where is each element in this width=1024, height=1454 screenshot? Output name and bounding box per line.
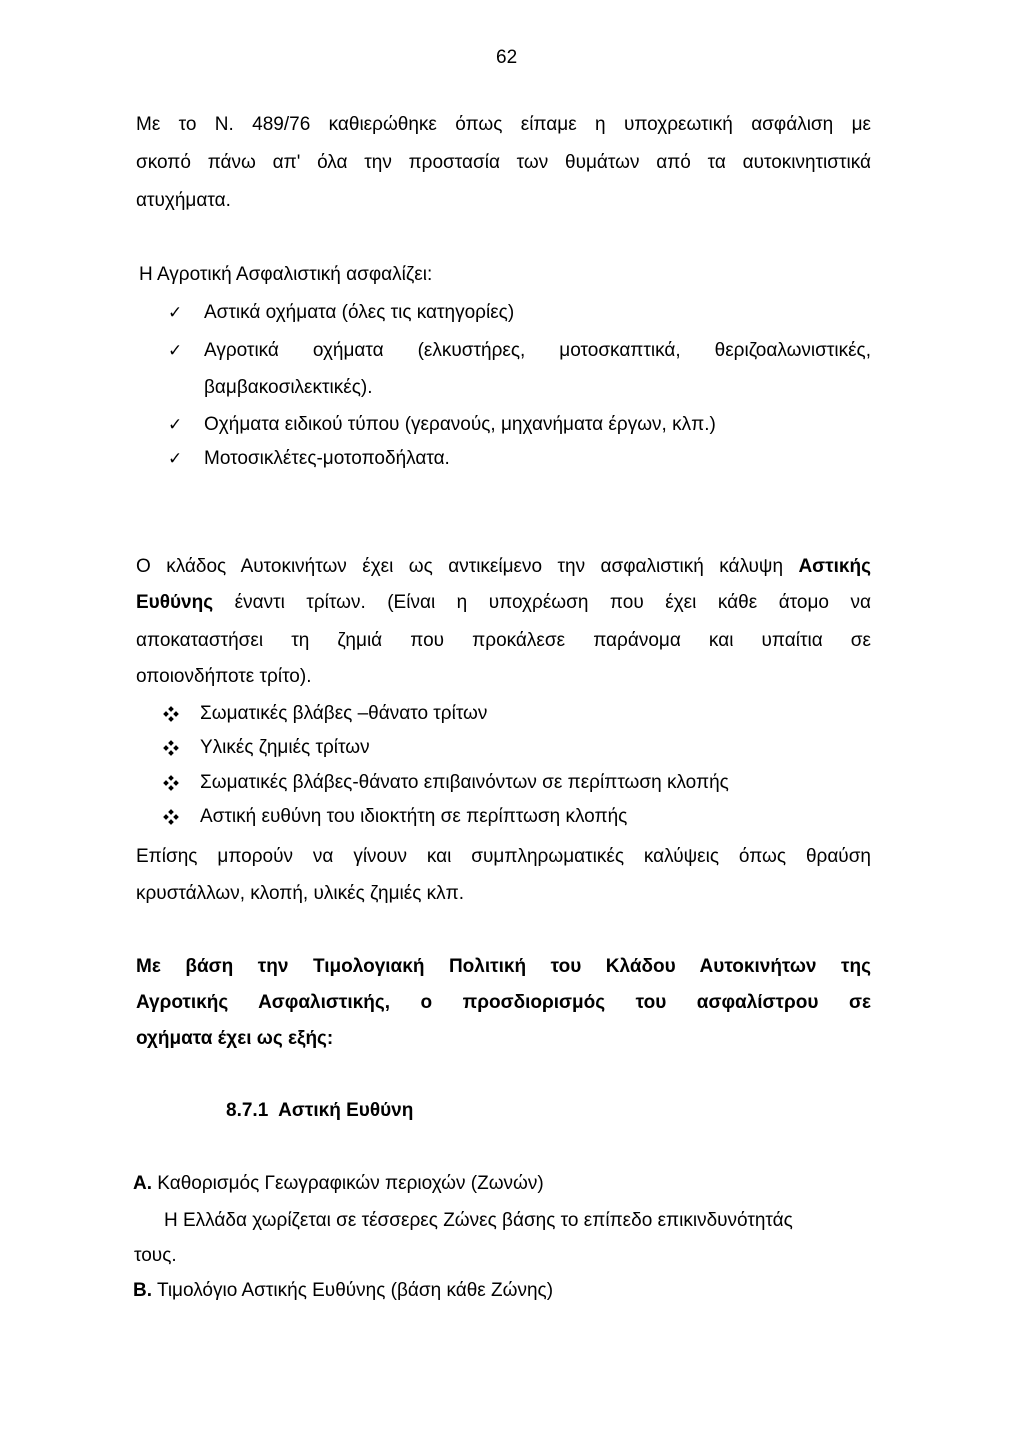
check-icon: ✓ [168, 341, 183, 360]
section-title: Αστική Ευθύνη [278, 1100, 414, 1121]
coverage-item: Σωματικές βλάβες –θάνατο τρίτων [200, 703, 488, 724]
intro-line-2: σκοπό πάνω απ' όλα την προστασία των θυμάτων από τα αυτοκινητιστικά [136, 152, 871, 173]
policy-line-2: Αγροτικής Ασφαλιστικής, ο προσδιορισμός του ασφαλίστρου σε [136, 992, 871, 1013]
policy-line-3: οχήματα έχει ως εξής: [136, 1028, 334, 1049]
coverage-item: Αστική ευθύνη του ιδιοκτήτη σε περίπτωση κλοπής [200, 806, 628, 827]
insures-item-continued: βαμβακοσιλεκτικές). [204, 377, 373, 398]
extra-line-2: κρυστάλλων, κλοπή, υλικές ζημιές κλπ. [136, 883, 465, 904]
diamond-bullet-icon [164, 707, 178, 721]
branch-line-1-bold: Αστικής [798, 556, 872, 577]
extra-line-1: Επίσης μπορούν να γίνουν και συμπληρωματικές καλύψεις όπως θραύση [136, 846, 871, 867]
branch-line-2 [136, 592, 871, 614]
zones-a-line [133, 1173, 544, 1195]
diamond-bullet-icon [164, 810, 178, 824]
section-number: 8.7.1 [226, 1100, 269, 1121]
insures-item: Οχήματα ειδικού τύπου (γερανούς, μηχανήματα έργων, κλπ.) [204, 414, 716, 435]
zones-b-line [133, 1280, 553, 1302]
branch-line-4: οποιονδήποτε τρίτο). [136, 666, 312, 687]
insures-item: Αστικά οχήματα (όλες τις κατηγορίες) [204, 302, 515, 323]
insures-heading: Η Αγροτική Ασφαλιστική ασφαλίζει: [139, 264, 433, 285]
insures-item: Αγροτικά οχήματα (ελκυστήρες, μοτοσκαπτικά, θεριζοαλωνιστικές, [204, 340, 871, 361]
intro-line-1: Με το Ν. 489/76 καθιερώθηκε όπως είπαμε η υποχρεωτική ασφάλιση με [136, 114, 871, 135]
insures-item: Μοτοσικλέτες-μοτοποδήλατα. [204, 448, 450, 469]
branch-line-3: αποκαταστήσει τη ζημιά που προκάλεσε παράνομα και υπαίτια σε [136, 630, 871, 651]
coverage-item: Σωματικές βλάβες-θάνατο επιβαινόντων σε περίπτωση κλοπής [200, 772, 729, 793]
intro-line-3: ατυχήματα. [136, 190, 231, 211]
zones-b-text: Τιμολόγιο Αστικής Ευθύνης (βάση κάθε Ζώνης) [156, 1280, 554, 1301]
section-heading [226, 1100, 413, 1122]
zones-a-label: Α. [133, 1173, 152, 1194]
policy-line-1: Με βάση την Τιμολογιακή Πολιτική του Κλάδου Αυτοκινήτων της [136, 956, 871, 977]
coverage-item: Υλικές ζημιές τρίτων [200, 737, 370, 758]
branch-line-2-text: έναντι τρίτων. (Είναι η υποχρέωση που έχει κάθε άτομο να [234, 592, 871, 613]
zones-desc-line-2: τους. [134, 1245, 177, 1266]
branch-line-1 [136, 556, 871, 578]
diamond-bullet-icon [164, 741, 178, 755]
zones-b-label: Β. [133, 1280, 152, 1301]
zones-desc-line-1: Η Ελλάδα χωρίζεται σε τέσσερες Ζώνες βάσης το επίπεδο επικινδυνότητάς [164, 1210, 793, 1231]
check-icon: ✓ [168, 449, 183, 468]
diamond-bullet-icon [164, 776, 178, 790]
zones-a-text: Καθορισμός Γεωγραφικών περιοχών (Ζωνών) [157, 1173, 544, 1194]
check-icon: ✓ [168, 303, 183, 322]
check-icon: ✓ [168, 415, 183, 434]
branch-line-2-bold: Ευθύνης [136, 592, 214, 613]
page-number: 62 [496, 47, 518, 68]
branch-line-1-text: Ο κλάδος Αυτοκινήτων έχει ως αντικείμενο την ασφαλιστική κάλυψη [136, 556, 784, 577]
